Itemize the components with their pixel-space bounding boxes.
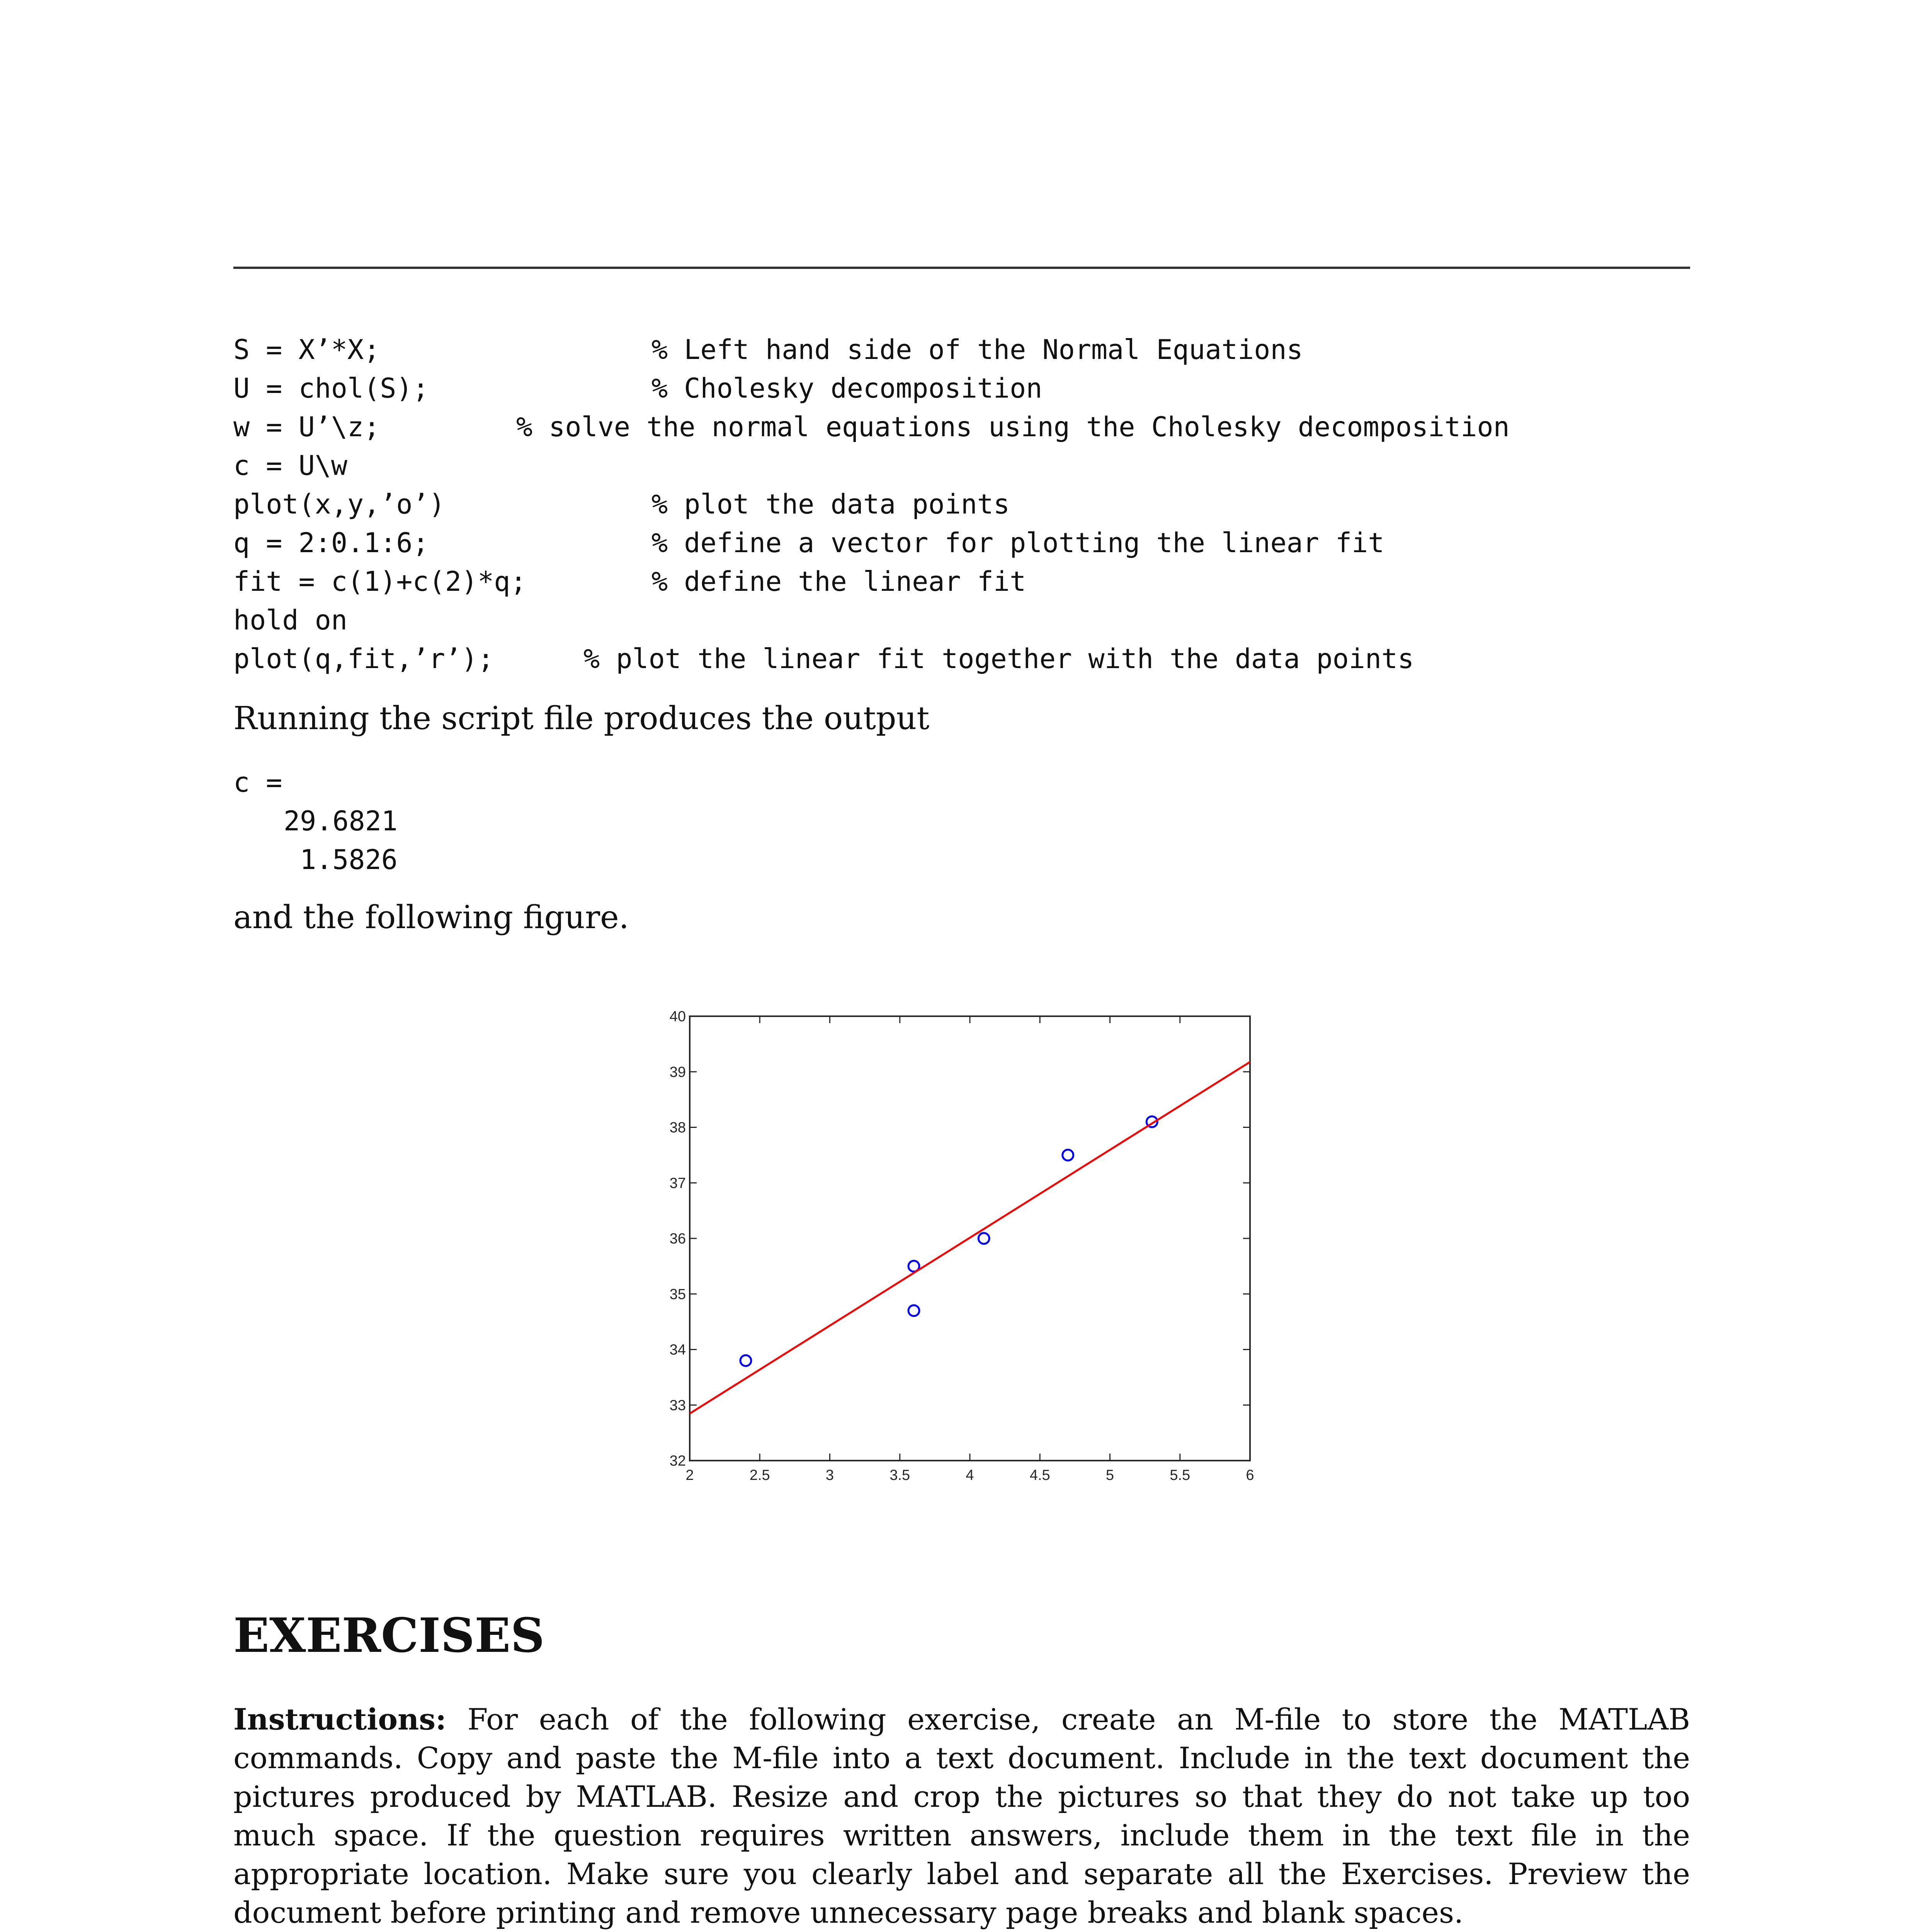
code-line: c = U\w <box>233 450 348 481</box>
exercises-heading: EXERCISES <box>233 1607 545 1663</box>
x-tick-label: 3 <box>825 1467 834 1483</box>
x-tick-label: 5.5 <box>1170 1467 1190 1483</box>
x-tick-label: 2.5 <box>749 1467 770 1483</box>
following-text: and the following figure. <box>233 899 629 936</box>
data-point <box>1063 1150 1073 1160</box>
y-tick-label: 35 <box>669 1286 686 1303</box>
code-line: plot(x,y,’o’) <box>233 488 445 520</box>
y-tick-label: 40 <box>669 1009 686 1025</box>
y-tick-label: 36 <box>669 1231 686 1247</box>
running-text: Running the script file produces the output <box>233 700 930 737</box>
code-comment: % solve the normal equations using the Cholesky decomposition <box>516 411 1510 443</box>
scatter-chart <box>649 1005 1283 1492</box>
x-tick-label: 3.5 <box>889 1467 910 1483</box>
y-tick-label: 39 <box>669 1064 686 1080</box>
output-value: 29.6821 <box>284 805 398 837</box>
data-point <box>908 1305 919 1316</box>
y-tick-label: 34 <box>669 1342 686 1358</box>
x-tick-label: 2 <box>685 1467 694 1483</box>
code-line: fit = c(1)+c(2)*q; <box>233 566 527 597</box>
code-line: q = 2:0.1:6; <box>233 527 429 559</box>
y-tick-label: 37 <box>669 1175 686 1192</box>
instructions-label: Instructions: <box>233 1702 447 1736</box>
data-point <box>978 1233 989 1244</box>
x-tick-label: 6 <box>1246 1467 1254 1483</box>
code-comment: % define a vector for plotting the linear fit <box>651 527 1384 559</box>
code-line: plot(q,fit,’r’); <box>233 643 494 675</box>
code-comment: % Left hand side of the Normal Equations <box>651 334 1303 366</box>
x-tick-label: 4 <box>966 1467 974 1483</box>
output-label: c = <box>233 767 282 798</box>
code-line: U = chol(S); <box>233 372 429 404</box>
y-tick-label: 33 <box>669 1397 686 1414</box>
output-value: 1.5826 <box>300 844 398 876</box>
instructions-text: For each of the following exercise, create an M-file to store the MATLAB commands. Copy and paste the M-file into a text document. Include in the text document the pictures produced by MATLAB. Resize and crop the pictures so that they do not take up too much space. If the question requires written answers, include them in the text file in the appropriate location. Make sure you clearly label and separate all the Exercises. Preview the document before printing and remove unnecessary page breaks and blank spaces. <box>233 1702 1690 1930</box>
top-rule <box>233 267 1690 269</box>
code-line: hold on <box>233 604 348 636</box>
code-comment: % Cholesky decomposition <box>651 372 1043 404</box>
code-line: S = X’*X; <box>233 334 380 366</box>
y-tick-label: 32 <box>669 1453 686 1469</box>
data-point <box>740 1355 751 1366</box>
x-tick-label: 4.5 <box>1029 1467 1050 1483</box>
y-tick-label: 38 <box>669 1119 686 1136</box>
instructions-paragraph <box>233 1700 1690 1932</box>
code-comment: % define the linear fit <box>651 566 1026 597</box>
x-tick-label: 5 <box>1105 1467 1114 1483</box>
code-line: w = U’\z; <box>233 411 380 443</box>
fit-line <box>690 1062 1250 1413</box>
code-comment: % plot the data points <box>651 488 1010 520</box>
code-comment: % plot the linear fit together with the data points <box>583 643 1414 675</box>
